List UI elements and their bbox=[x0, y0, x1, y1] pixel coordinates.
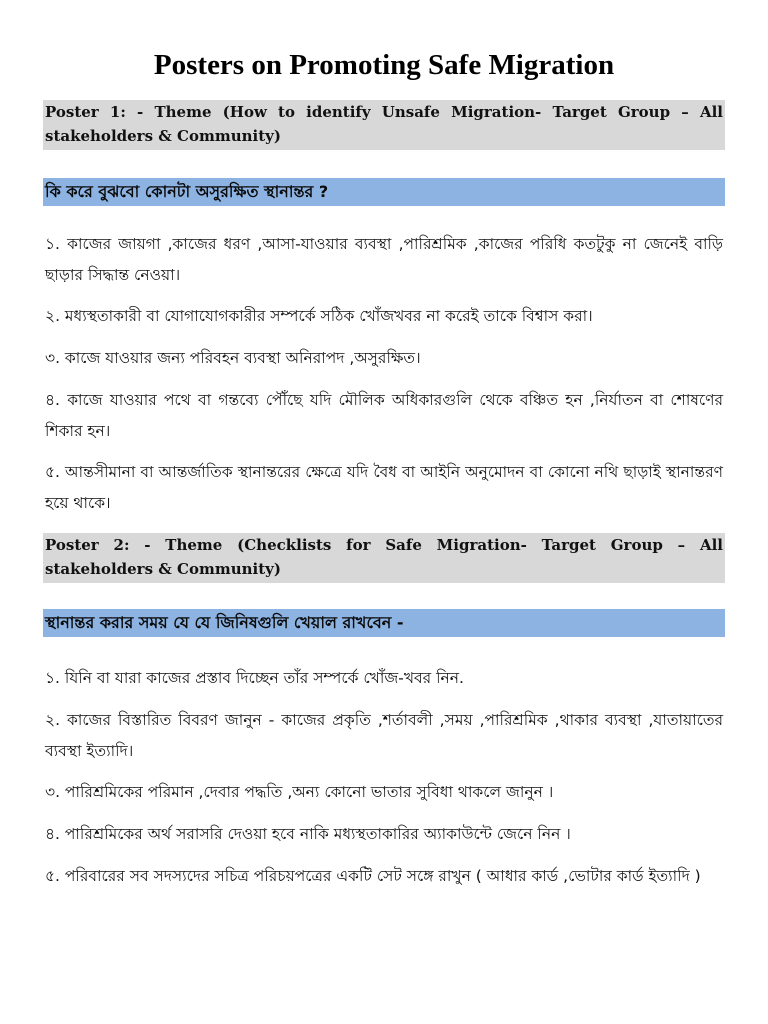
poster2-theme: Poster 2: - Theme (Checklists for Safe Migration- Target Group – All stakeholders & Community) bbox=[43, 533, 725, 583]
poster2-heading: স্থানান্তর করার সময় যে যে জিনিষগুলি খেয়াল রাখবেন - bbox=[43, 609, 725, 637]
poster1-item-2: ২. মধ্যস্থতাকারী বা যোগাযোগকারীর সম্পর্কে সঠিক খোঁজখবর না করেই তাকে বিশ্বাস করা। bbox=[45, 307, 593, 325]
poster2-item-5: ৫. পরিবারের সব সদস্যদের সচিত্র পরিচয়পত্রের একটি সেট সঙ্গে রাখুন ( আধার কার্ড ,ভোটার কার্ড ইত্যাদি ) bbox=[45, 867, 701, 885]
poster2-item-1: ১. যিনি বা যারা কাজের প্রস্তাব দিচ্ছেন তাঁর সম্পর্কে খোঁজ-খবর নিন. bbox=[45, 669, 464, 687]
poster1-item-3: ৩. কাজে যাওয়ার জন্য পরিবহন ব্যবস্থা অনিরাপদ ,অসুরক্ষিত। bbox=[45, 349, 421, 367]
poster2-item-4: ৪. পারিশ্রমিকের অর্থ সরাসরি দেওয়া হবে নাকি মধ্যস্থতাকারির অ্যাকাউন্টে জেনে নিন । bbox=[45, 825, 571, 843]
poster2-item-2: ২. কাজের বিস্তারিত বিবরণ জানুন - কাজের প্রকৃতি ,শর্তাবলী ,সময় ,পারিশ্রমিক ,থাকার ব্যবস্থা ,যাতায়াতের ব্যবস্থা ইত্যাদি। bbox=[45, 711, 723, 760]
poster1-theme: Poster 1: - Theme (How to identify Unsafe Migration- Target Group – All stakeholders & Community) bbox=[43, 100, 725, 150]
poster1-heading: কি করে বুঝবো কোনটা অসুরক্ষিত স্থানান্তর ? bbox=[43, 178, 725, 206]
poster1-item-5: ৫. আন্তসীমানা বা আন্তর্জাতিক স্থানান্তরের ক্ষেত্রে যদি বৈধ বা আইনি অনুমোদন বা কোনো নথি ছাড়াই স্থানান্তরণ হয়ে থাকে। bbox=[45, 463, 723, 512]
poster2-item-3: ৩. পারিশ্রমিকের পরিমান ,দেবার পদ্ধতি ,অন্য কোনো ভাতার সুবিধা থাকলে জানুন । bbox=[45, 783, 554, 801]
poster1-item-1: ১. কাজের জায়গা ,কাজের ধরণ ,আসা-যাওয়ার ব্যবস্থা ,পারিশ্রমিক ,কাজের পরিধি কতটুকু না জেনেই বাড়ি ছাড়ার সিদ্ধান্ত নেওয়া। bbox=[45, 235, 723, 284]
poster1-item-4: ৪. কাজে যাওয়ার পথে বা গন্তব্যে পৌঁছে যদি মৌলিক অধিকারগুলি থেকে বঞ্চিত হন ,নির্যাতন বা শোষণের শিকার হন। bbox=[45, 391, 723, 440]
page-title: Posters on Promoting Safe Migration bbox=[153, 49, 615, 81]
